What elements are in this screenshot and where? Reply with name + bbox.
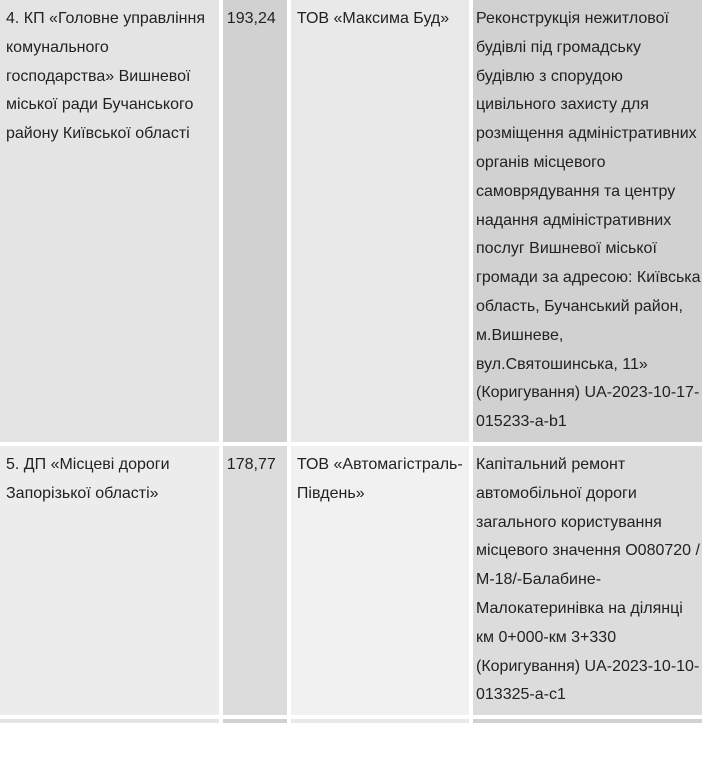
amount-cell [223,719,287,723]
amount-cell: 193,24 [223,0,287,442]
project-cell [473,719,702,723]
contractor-cell: ТОВ «Максима Буд» [291,0,469,442]
project-cell: Капітальний ремонт автомобільної дороги загального користування місцевого значення О080720 /М-18/-Балабине-Малокатеринівка на ділянці км 0+000-км 3+330 (Коригування) UA-2023-10-10-013325-a-c1 [473,446,702,715]
customer-cell [0,719,219,723]
contractor-cell: ТОВ «Автомагістраль-Південь» [291,446,469,715]
amount-cell: 178,77 [223,446,287,715]
contractor-cell [291,719,469,723]
customer-cell: 4. КП «Головне управління комунального господарства» Вишневої міської ради Бучанського району Київської області [0,0,219,442]
project-cell: Реконструкція нежитлової будівлі під громадську будівлю з спорудою цивільного захисту для розміщення адміністративних органів місцевого самоврядування та центру надання адміністративних послуг Вишневої міської громади за адресою: Київська область, Бучанський район, м.Вишневе, вул.Святошинська, 11» (Коригування) UA-2023-10-17-015233-a-b1 [473,0,702,442]
table-row [0,719,702,723]
customer-cell: 5. ДП «Місцеві дороги Запорізької області» [0,446,219,715]
table-row [0,446,702,715]
